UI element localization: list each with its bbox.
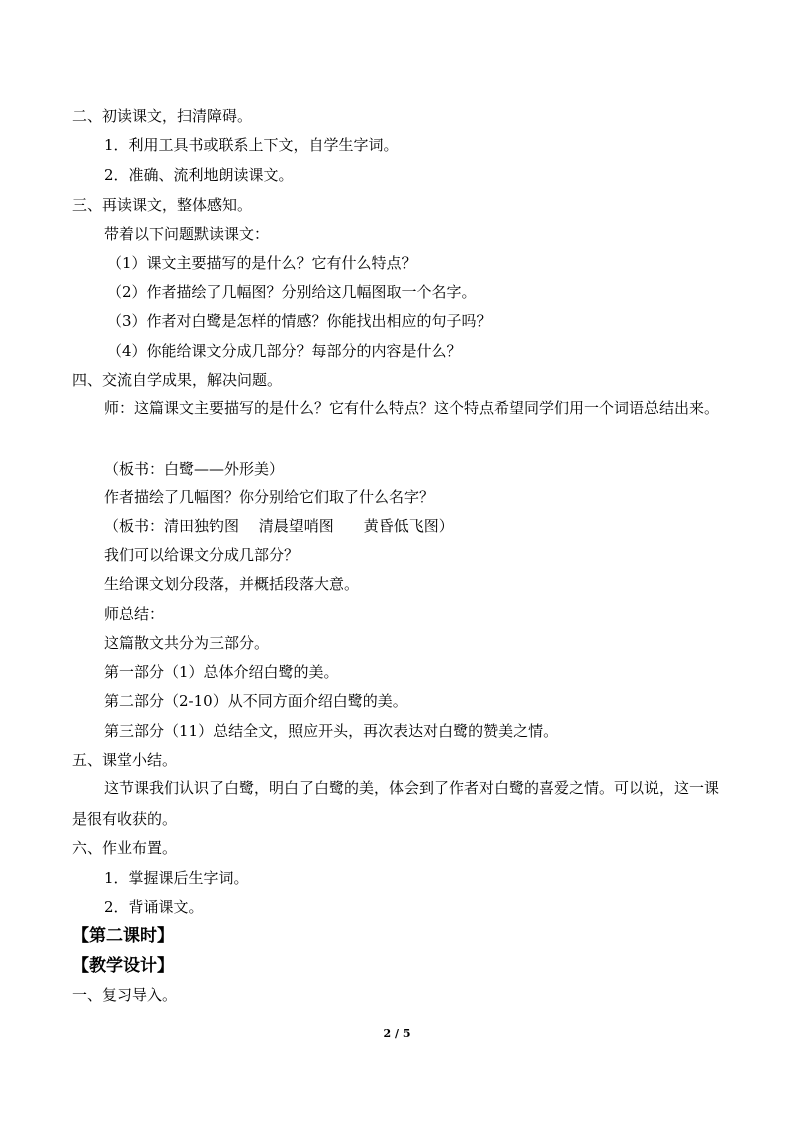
lesson-heading: 【第二课时】 — [72, 926, 174, 946]
paragraph-line: 带着以下问题默读课文： — [104, 225, 270, 243]
section-heading-1: 一、复习导入。 — [72, 986, 178, 1004]
page-number: 2 / 5 — [383, 1027, 411, 1040]
list-item: 2．准确、流利地朗读课文。 — [104, 166, 294, 184]
paragraph-line: 我们可以给课文分成几部分？ — [104, 546, 300, 564]
design-heading: 【教学设计】 — [72, 956, 174, 976]
question-item: （4）你能给课文分成几部分？每部分的内容是什么？ — [107, 342, 462, 360]
section-heading-2: 二、初读课文，扫清障碍。 — [72, 107, 253, 125]
paragraph-line: 生给课文划分段落，并概括段落大意。 — [104, 575, 360, 593]
question-item: （2）作者描绘了几幅图？分别给这几幅图取一个名字。 — [107, 283, 477, 301]
paragraph: 师：这篇课文主要描写的是什么？它有什么特点？这个特点希望同学们用一个词语总结出来。 — [104, 399, 720, 417]
paragraph: 这节课我们认识了白鹭，明白了白鹭的美，体会到了作者对白鹭的喜爱之情。可以说，这一课是很有收获的。 — [72, 779, 720, 828]
paragraph-line: 作者描绘了几幅图？你分别给它们取了什么名字？ — [104, 488, 435, 506]
section-heading-5: 五、课堂小结。 — [72, 751, 178, 769]
paragraph-line: 第二部分（2-10）从不同方面介绍白鹭的美。 — [104, 692, 408, 710]
list-item: 2．背诵课文。 — [104, 898, 204, 916]
paragraph-line: 第三部分（11）总结全文，照应开头，再次表达对白鹭的赞美之情。 — [104, 722, 559, 740]
question-item: （1）课文主要描写的是什么？它有什么特点？ — [107, 254, 417, 272]
question-item: （3）作者对白鹭是怎样的情感？你能找出相应的句子吗？ — [107, 312, 492, 330]
list-item: 1．利用工具书或联系上下文，自学生字词。 — [104, 136, 399, 154]
list-item: 1．掌握课后生字词。 — [104, 869, 249, 887]
paragraph-line: 第一部分（1）总体介绍白鹭的美。 — [104, 663, 339, 681]
section-heading-4: 四、交流自学成果，解决问题。 — [72, 371, 283, 389]
section-heading-6: 六、作业布置。 — [72, 839, 178, 857]
paragraph-line: 这篇散文共分为三部分。 — [104, 634, 270, 652]
paragraph-line: 师总结： — [104, 605, 165, 623]
section-heading-3: 三、再读课文，整体感知。 — [72, 196, 253, 214]
board-note: （板书：清田独钓图 清晨望哨图 黄昏低飞图） — [104, 517, 454, 535]
board-note: （板书：白鹭——外形美） — [104, 460, 285, 478]
